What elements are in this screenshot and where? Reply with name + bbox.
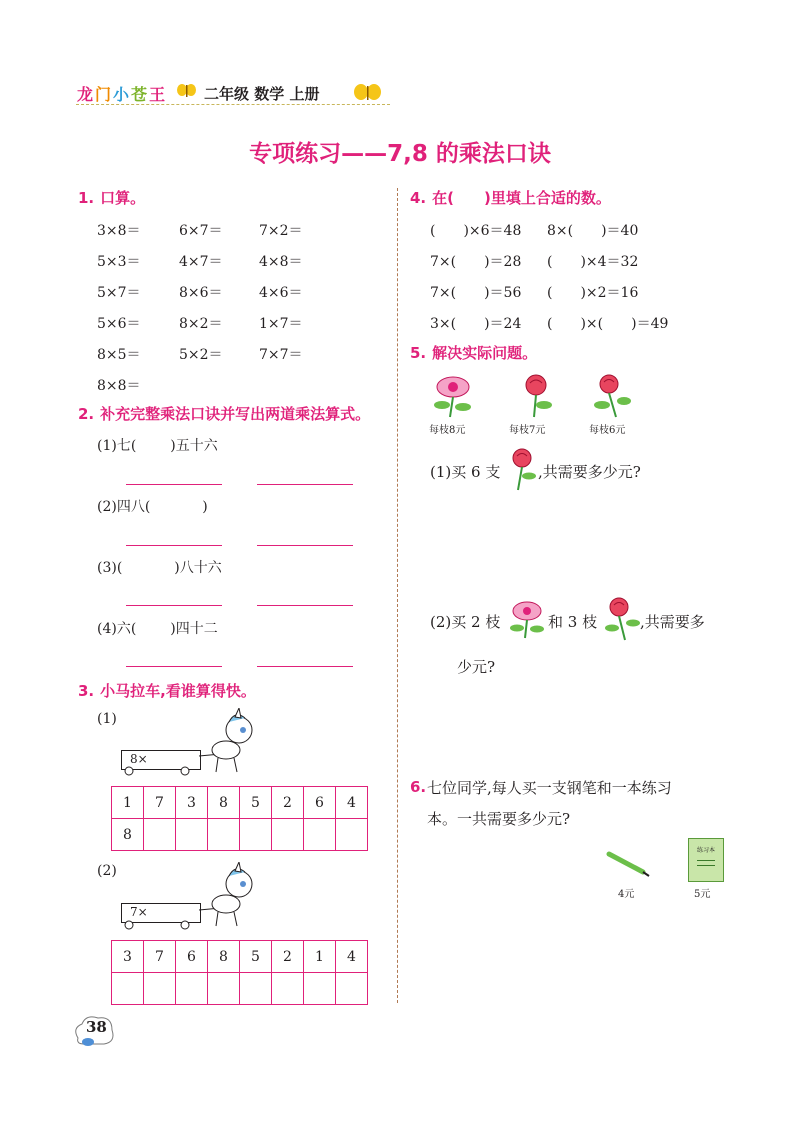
q5-sub1-b: ,共需要多少元? <box>538 463 641 481</box>
q2-title: 补充完整乘法口诀并写出两道乘法算式。 <box>100 405 371 423</box>
q2-heading <box>78 403 370 424</box>
q2-number: 2. <box>78 405 95 423</box>
q4-item: ( )×2＝16 <box>547 285 639 301</box>
digit-cell: 2 <box>272 787 304 819</box>
q1-number: 1. <box>78 189 95 207</box>
rose-icon <box>603 596 643 642</box>
digit-cell: 7 <box>144 787 176 819</box>
q1-title: 口算。 <box>100 189 146 207</box>
answer-line[interactable] <box>126 666 222 667</box>
q1-item: 4×8＝ <box>259 254 303 270</box>
digit-cell: 3 <box>112 941 144 973</box>
q3-part-1-label: (1) <box>97 711 117 727</box>
price-label: 每枝8元 <box>429 425 466 436</box>
answer-line[interactable] <box>126 545 222 546</box>
q1-item: 5×7＝ <box>97 285 141 301</box>
answer-line[interactable] <box>257 605 353 606</box>
digit-cell: 6 <box>176 941 208 973</box>
digit-cell: 1 <box>304 941 336 973</box>
digit-cell: 5 <box>240 787 272 819</box>
brand-char: 龙 <box>77 85 94 104</box>
digit-cell: 6 <box>304 787 336 819</box>
q5-sub2-a: (2)买 2 枝 <box>430 613 501 631</box>
answer-line[interactable] <box>126 605 222 606</box>
book-label: 练习本 <box>696 847 715 854</box>
answer-cell[interactable] <box>176 973 208 1005</box>
page-number: 38 <box>86 1018 107 1036</box>
q4-heading <box>410 187 611 208</box>
q5-heading <box>410 342 537 363</box>
digit-cell: 4 <box>336 787 368 819</box>
q3-grid-1 <box>111 786 368 851</box>
answer-cell[interactable] <box>272 973 304 1005</box>
q2-item-3 <box>97 557 222 577</box>
pen-price: 4元 <box>618 889 635 900</box>
answer-cell[interactable] <box>336 973 368 1005</box>
q5-sub2-b: 和 3 枝 <box>548 613 598 631</box>
q1-heading <box>78 187 145 208</box>
q4-item: ( )×6＝48 <box>430 223 522 239</box>
q5-title: 解决实际问题。 <box>432 344 538 362</box>
answer-cell[interactable]: 8 <box>112 819 144 851</box>
exercise-book-icon <box>688 838 724 882</box>
q1-item: 5×3＝ <box>97 254 141 270</box>
column-divider <box>397 188 398 1003</box>
pony-icon <box>121 862 261 932</box>
q4-item: ( )×( )＝49 <box>547 316 669 332</box>
q2-label: (2)四八( <box>97 499 151 515</box>
q4-item: 7×( )＝56 <box>430 285 522 301</box>
answer-cell[interactable] <box>304 819 336 851</box>
rose-icon <box>592 373 634 419</box>
answer-line[interactable] <box>257 484 353 485</box>
header-subtitle: 二年级 数学 上册 <box>204 85 320 103</box>
q1-item: 7×7＝ <box>259 347 303 363</box>
q3-heading <box>78 680 256 701</box>
book-price: 5元 <box>694 889 711 900</box>
answer-cell[interactable] <box>240 973 272 1005</box>
butterfly-icon <box>353 82 383 102</box>
q3-title: 小马拉车,看谁算得快。 <box>100 682 256 700</box>
answer-cell[interactable] <box>272 819 304 851</box>
answer-line[interactable] <box>257 545 353 546</box>
q2-item-2 <box>97 496 208 516</box>
answer-row <box>112 973 368 1005</box>
q5-sub2-c: ,共需要多 <box>640 613 705 631</box>
q1-item: 8×6＝ <box>179 285 223 301</box>
q2-item-4 <box>97 618 218 638</box>
rose-icon <box>505 446 539 492</box>
butterfly-icon <box>176 82 198 100</box>
answer-cell[interactable] <box>304 973 336 1005</box>
q6-number: 6. <box>410 778 427 796</box>
digit-cell: 1 <box>112 787 144 819</box>
answer-cell[interactable] <box>336 819 368 851</box>
digit-row <box>112 787 368 819</box>
brand-char: 苍 <box>131 85 148 104</box>
cart-label: 8× <box>130 752 148 766</box>
page-title: 专项练习——7,8 的乘法口诀 <box>249 141 551 167</box>
q1-item: 4×6＝ <box>259 285 303 301</box>
flower-icon <box>506 598 548 640</box>
q2-rest: )四十二 <box>170 621 218 637</box>
q3-grid-2 <box>111 940 368 1005</box>
q1-item: 5×6＝ <box>97 316 141 332</box>
q3-number: 3. <box>78 682 95 700</box>
digit-row <box>112 941 368 973</box>
digit-cell: 2 <box>272 941 304 973</box>
header-rule <box>76 104 390 105</box>
q6-text-2: 本。一共需要多少元? <box>427 810 571 828</box>
pony-icon <box>121 708 261 778</box>
q1-item: 8×2＝ <box>179 316 223 332</box>
digit-cell: 8 <box>208 941 240 973</box>
digit-cell: 7 <box>144 941 176 973</box>
brand-char: 小 <box>113 85 130 104</box>
q2-item-1 <box>97 435 218 455</box>
q4-item: 7×( )＝28 <box>430 254 522 270</box>
answer-cell[interactable] <box>208 819 240 851</box>
answer-cell[interactable] <box>144 819 176 851</box>
q1-item: 8×8＝ <box>97 378 141 394</box>
pen-icon <box>605 850 651 878</box>
answer-line[interactable] <box>257 666 353 667</box>
price-label: 每枝6元 <box>589 425 626 436</box>
brand-char: 王 <box>149 85 166 104</box>
q4-number: 4. <box>410 189 427 207</box>
q1-item: 7×2＝ <box>259 223 303 239</box>
brand-logo <box>76 82 166 105</box>
q5-sub2-d: 少元? <box>457 658 496 676</box>
q6-text-1: 七位同学,每人买一支钢笔和一本练习 <box>427 779 672 797</box>
answer-cell[interactable] <box>240 819 272 851</box>
digit-cell: 8 <box>208 787 240 819</box>
q3-part-2-label: (2) <box>97 863 117 879</box>
answer-row <box>112 819 368 851</box>
q2-label: (4)六( <box>97 621 137 637</box>
q2-label: (3)( <box>97 560 123 576</box>
q4-item: ( )×4＝32 <box>547 254 639 270</box>
q1-item: 6×7＝ <box>179 223 223 239</box>
flower-icon <box>430 373 476 419</box>
rose-icon <box>516 373 556 419</box>
answer-line[interactable] <box>126 484 222 485</box>
brand-char: 门 <box>95 85 112 104</box>
digit-cell: 3 <box>176 787 208 819</box>
q4-item: 8×( )＝40 <box>547 223 639 239</box>
q1-item: 8×5＝ <box>97 347 141 363</box>
cart-label: 7× <box>130 905 148 919</box>
digit-cell: 5 <box>240 941 272 973</box>
answer-cell[interactable] <box>112 973 144 1005</box>
q2-rest: )五十六 <box>170 438 218 454</box>
q2-label: (1)七( <box>97 438 137 454</box>
q1-item: 1×7＝ <box>259 316 303 332</box>
q1-item: 5×2＝ <box>179 347 223 363</box>
answer-cell[interactable] <box>144 973 176 1005</box>
q5-number: 5. <box>410 344 427 362</box>
q1-item: 3×8＝ <box>97 223 141 239</box>
answer-cell[interactable] <box>208 973 240 1005</box>
q5-sub1-a: (1)买 6 支 <box>430 463 501 481</box>
q4-title: 在( )里填上合适的数。 <box>432 189 611 207</box>
digit-cell: 4 <box>336 941 368 973</box>
price-label: 每枝7元 <box>509 425 546 436</box>
answer-cell[interactable] <box>176 819 208 851</box>
q1-item: 4×7＝ <box>179 254 223 270</box>
q4-item: 3×( )＝24 <box>430 316 522 332</box>
q2-rest: ) <box>202 499 208 515</box>
q2-rest: )八十六 <box>174 560 222 576</box>
